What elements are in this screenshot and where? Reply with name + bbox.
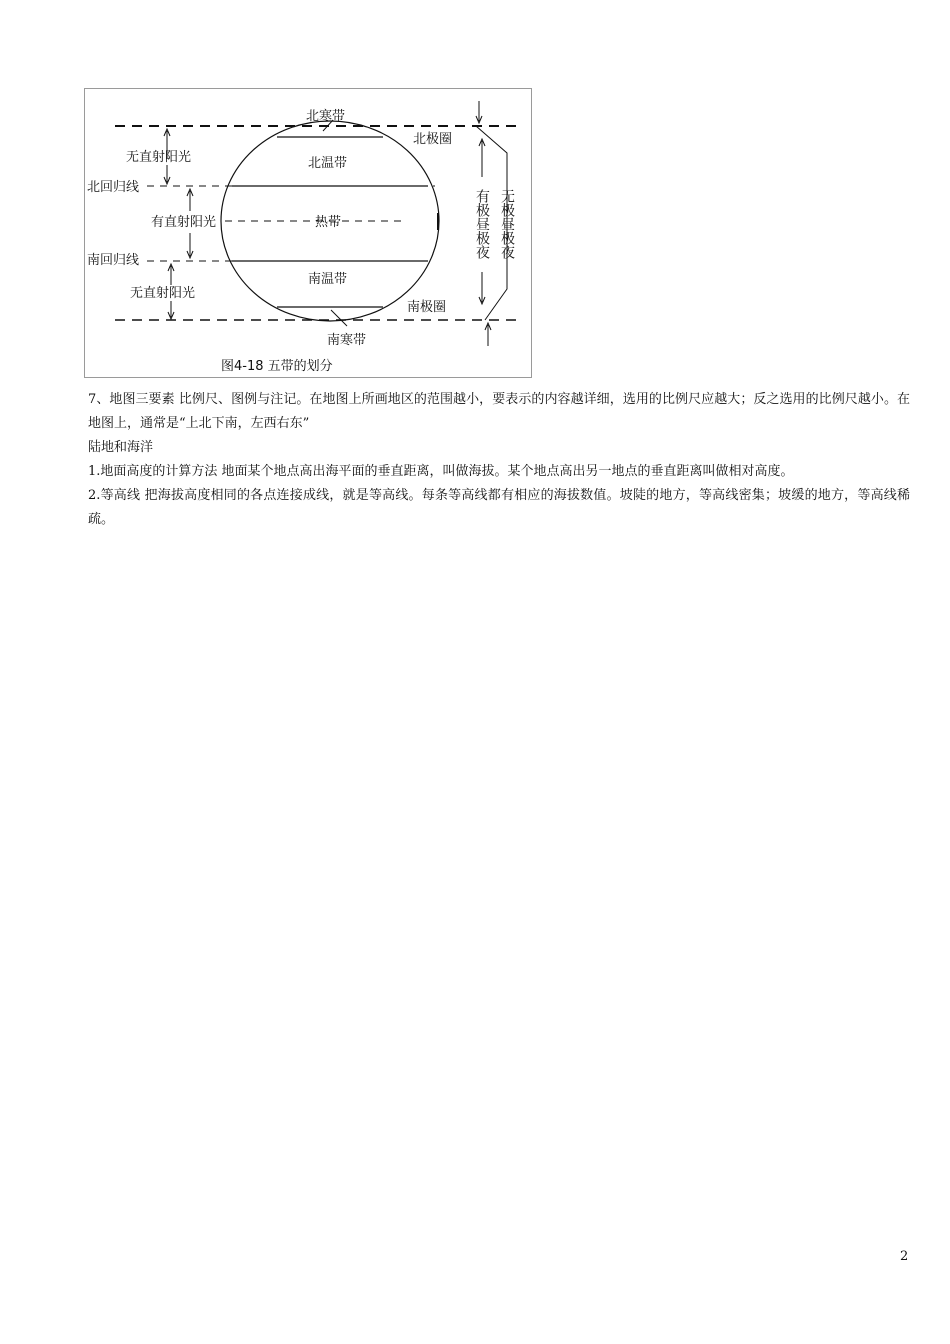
label-no-direct-sun-bottom: 无直射阳光 [130,286,196,301]
label-tropic-cancer: 北回归线 [87,180,140,195]
label-no-direct-sun-top: 无直射阳光 [126,150,192,165]
page-number: 2 [900,1249,909,1264]
label-no-polar-day-night: 无极昼极夜 [499,189,515,259]
section-heading-land-and-sea: 陆地和海洋 [88,440,154,455]
body-text [88,388,910,532]
label-south-temperate: 南温带 [308,272,348,287]
label-arctic-circle: 北极圈 [413,132,453,147]
figure-caption: 图4-18 五带的划分 [221,359,333,374]
label-north-temperate: 北温带 [308,156,348,171]
five-zones-diagram [85,89,533,379]
paragraph-map-elements: 7、地图三要素 比例尺、图例与注记。在地图上所画地区的范围越小，要表示的内容越详细，选用的比例尺应越大；反之选用的比例尺越小。在地图上，通常是“上北下南，左西右东” [88,392,910,431]
label-tropic-capricorn: 南回归线 [87,253,140,268]
paragraph-contour-lines: 2.等高线 把海拔高度相同的各点连接成线，就是等高线。每条等高线都有相应的海拔数值。坡陡的地方，等高线密集；坡缓的地方，等高线稀疏。 [88,488,910,527]
label-antarctic-circle: 南极圈 [407,300,447,315]
label-polar-day-night: 有极昼极夜 [474,189,490,259]
paragraph-elevation: 1.地面高度的计算方法 地面某个地点高出海平面的垂直距离，叫做海拔。某个地点高出另一地点的垂直距离叫做相对高度。 [88,464,794,479]
label-tropical: 热带 [315,215,342,230]
label-direct-sun: 有直射阳光 [151,215,217,230]
five-zones-figure [84,88,532,378]
label-north-frigid: 北寒带 [306,109,346,124]
leader-south-frigid [331,310,347,326]
label-south-frigid: 南寒带 [327,333,367,348]
